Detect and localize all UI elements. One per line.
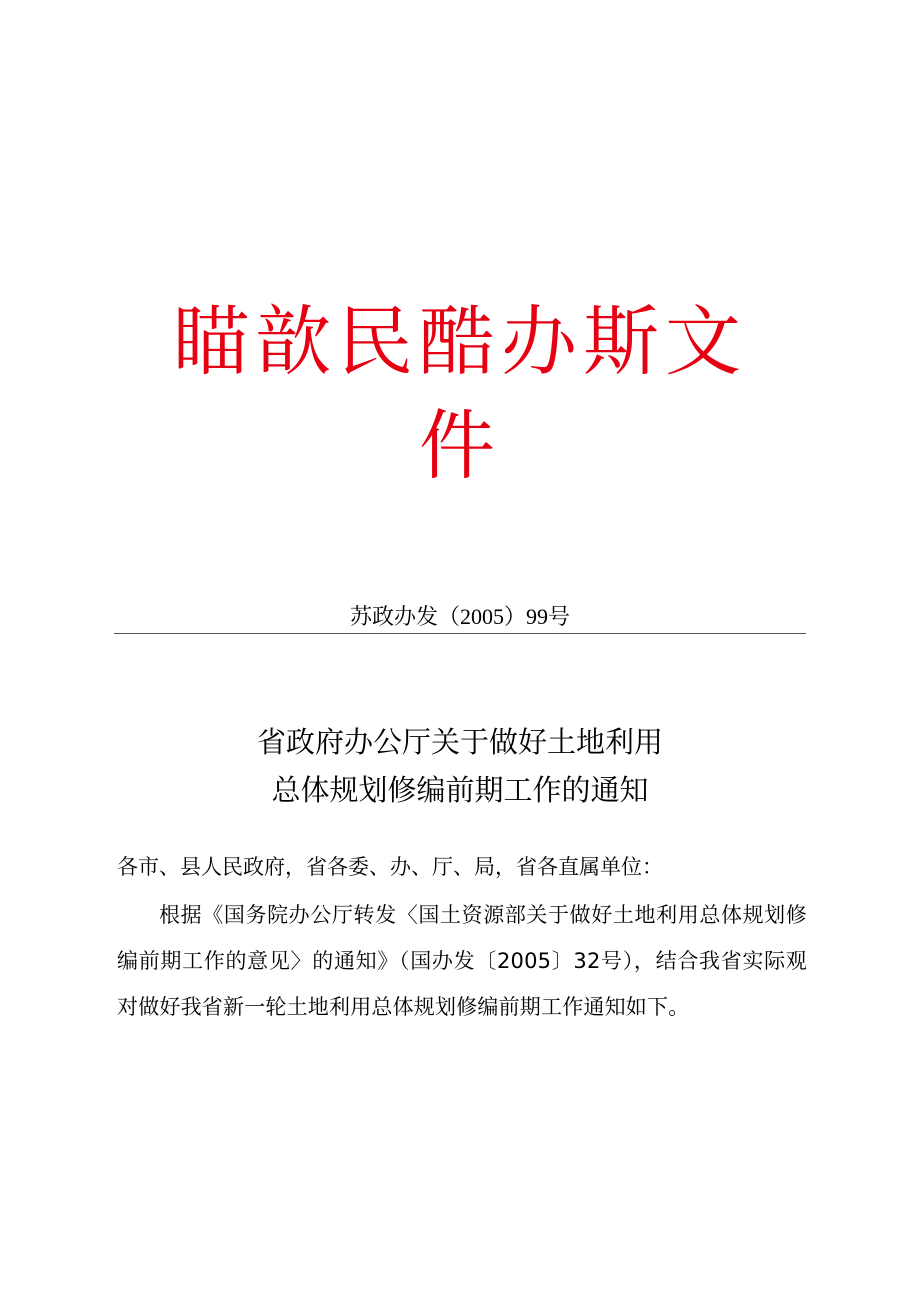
header-divider — [114, 633, 806, 634]
body-paragraph: 根据《国务院办公厅转发〈国土资源部关于做好土地利用总体规划修编前期工作的意见〉的通知》（国办发〔2005〕32号），结合我省实际观对做好我省新一轮土地利用总体规划修编前期工作通知如下。 — [117, 903, 807, 1019]
header-title-line2: 件 — [419, 401, 501, 490]
document-number: 苏政办发（2005）99号 — [349, 604, 570, 629]
notice-body — [117, 844, 807, 1030]
document-header — [150, 290, 770, 498]
salutation: 各市、县人民政府，省各委、办、厅、局，省各直属单位： — [117, 855, 663, 879]
header-title-line1: 瞄歆民酷办斯文 — [173, 297, 747, 386]
notice-title-line2: 总体规划修编前期工作的通知 — [271, 773, 649, 807]
notice-title-line1: 省政府办公厅关于做好土地利用 — [256, 725, 663, 759]
notice-title — [114, 718, 806, 814]
